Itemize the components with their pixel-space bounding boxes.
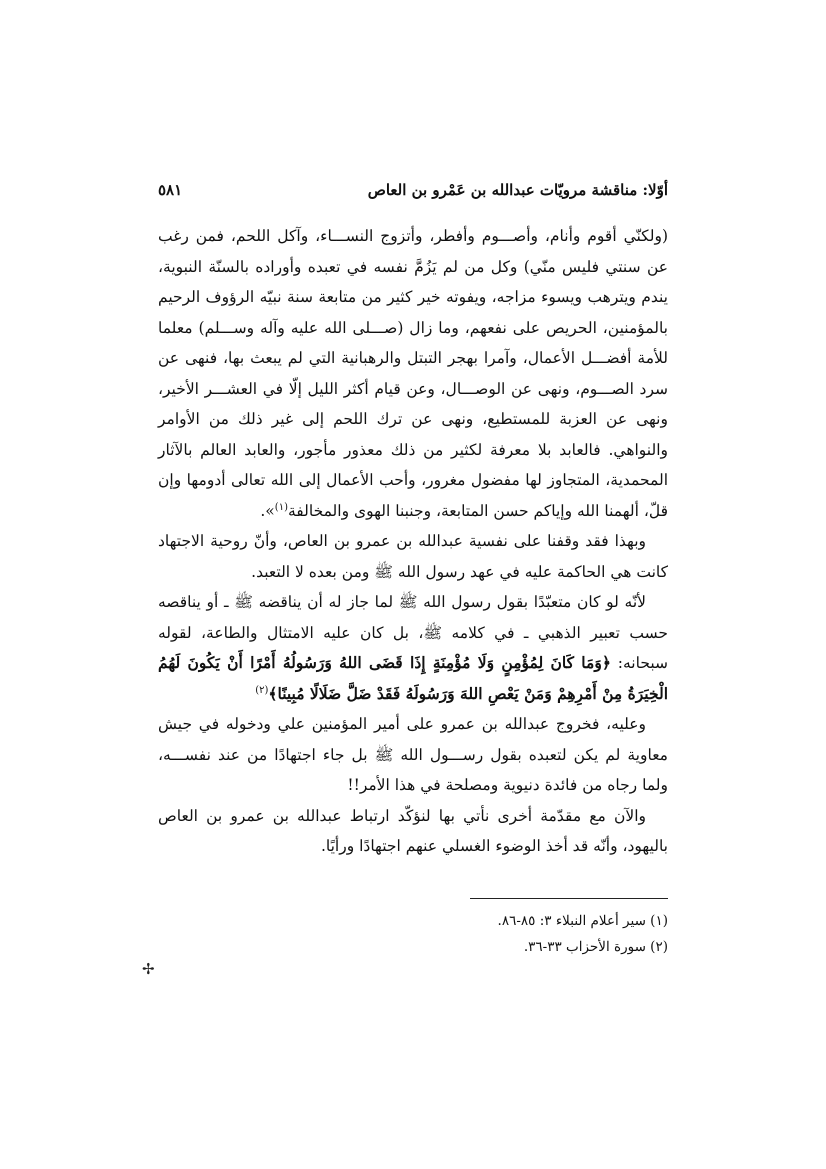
paragraph-1-text: (ولكنّي أقوم وأنام، وأصـــوم وأفطر، وأتزوج النســـاء، وآكل اللحم، فمن رغب عن سنتي فليس منّي) وكل من لم يَزُمَّ نفسه في تعبده وأوراده بالسنّة النبوية، يندم ويترهب ويسوء مزاجه، ويفوته خير كثير من متابعة سنة نبيّه الرؤوف الرحيم بالمؤمنين، الحريص على نفعهم، وما زال (صـــلى الله عليه وآله وســـلم) معلما للأمة أفضـــل الأعمال، وآمرا بهجر التبتل والرهبانية التي لم يبعث بها، فنهى عن سرد الصـــوم، ونهى عن الوصـــال، وعن قيام أكثر الليل إلّا في العشـــر الأخير، ونهى عن العزبة للمستطيع، ونهى عن ترك اللحم إلى غير ذلك من الأوامر والنواهي. فالعابد بلا معرفة لكثير من ذلك معذور مأجور، والعابد العالم بالآثار المحمدية، المتجاوز لها مفضول مغرور، وأحب الأعمال إلى الله تعالى أدومها وإن قلّ، ألهمنا الله وإياكم حسن المتابعة، وجنبنا الهوى والمخالفة	[158, 227, 668, 520]
paragraph-2: وبهذا فقد وقفنا على نفسية عبدالله بن عمرو بن العاص، وأنّ روحية الاجتهاد كانت هي الحاكمة عليه في عهد رسول الله ﷺ ومن بعده لا التعبد.	[158, 532, 668, 581]
paragraph-4: وعليه، فخروج عبدالله بن عمرو على أمير المؤمنين علي ودخوله في جيش معاوية لم يكن لتعبده بقول رســـول الله ﷺ بل جاء اجتهادًا من عند نفســـه، ولما رجاه من فائدة دنيوية ومصلحة في هذا الأمر!!	[158, 715, 668, 794]
footnote-divider	[470, 898, 668, 899]
running-header	[158, 181, 668, 199]
header-title: أوّلا: مناقشة مرويّات عبدالله بن عَمْرو بن العاص	[367, 181, 668, 199]
page-number: ٥٨١	[158, 181, 183, 199]
footnote-1: (١) سير أعلام النبلاء ٣: ٨٥-٨٦.	[497, 913, 668, 929]
quran-verse: ﴿وَمَا كَانَ لِمُؤْمِنٍ وَلَا مُؤْمِنَةٍ إِذَا قَضَى اللهُ وَرَسُولُهُ أَمْرًا أَنْ يَكُونَ لَهُمُ الْخِيَرَةُ مِنْ أَمْرِهِمْ وَمَنْ يَعْصِ اللهَ وَرَسُولَهُ فَقَدْ ضَلَّ ضَلَالًا مُبِينًا﴾	[158, 653, 668, 703]
paragraph-3-text: لأنّه لو كان متعبّدًا بقول رسول الله ﷺ لما جاز له أن يناقضه ﷺ ـ أو يناقصه حسب تعبير الذهبي ـ في كلامه ﷺ، بل كان عليه الامتثال والطاعة، لقوله سبحانه:	[158, 593, 668, 672]
paragraph-1-end: ».	[260, 501, 275, 520]
end-ornament-icon: ✢	[142, 960, 155, 978]
paragraph-1	[158, 221, 668, 526]
footnote-ref-1[interactable]: (١)	[274, 501, 288, 513]
paragraph-3	[158, 587, 668, 709]
footnote-2: (٢) سورة الأحزاب ٣٣-٣٦.	[523, 939, 668, 955]
paragraph-5: والآن مع مقدّمة أخرى نأتي بها لنؤكّد ارتباط عبدالله بن عمرو بن العاص باليهود، وأنّه قد أخذ الوضوء الغسلي عنهم اجتهادًا ورأيًا.	[158, 806, 668, 855]
footnotes	[158, 908, 668, 960]
footnote-ref-2[interactable]: (٢)	[255, 684, 269, 696]
main-text	[158, 221, 668, 862]
